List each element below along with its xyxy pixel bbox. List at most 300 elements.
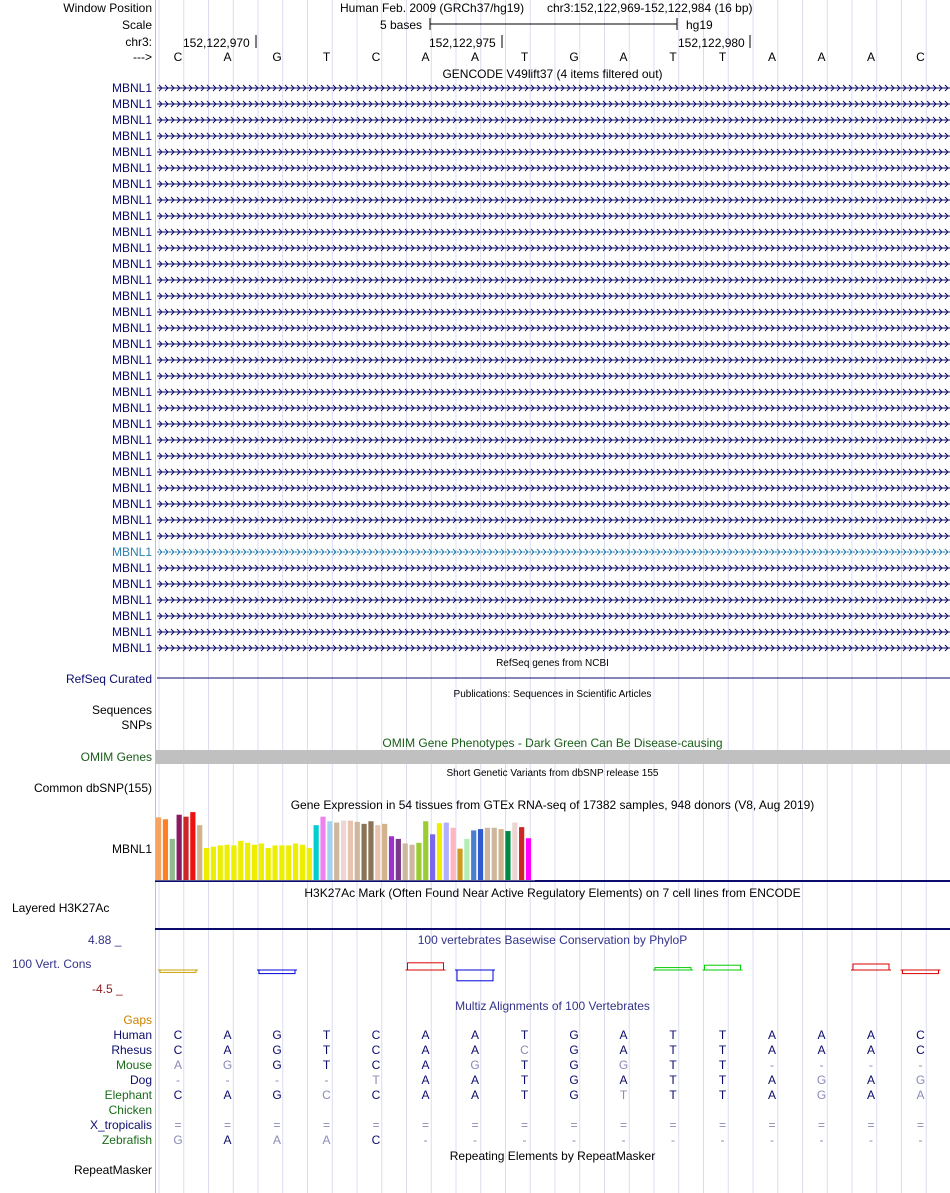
gencode-transcript-line[interactable] bbox=[155, 114, 950, 126]
gtex-tissue-bar bbox=[307, 848, 312, 880]
gencode-transcript-line[interactable] bbox=[155, 434, 950, 446]
species-label[interactable]: Zebrafish bbox=[101, 1133, 152, 1147]
gencode-transcript-label[interactable]: MBNL1 bbox=[111, 593, 152, 607]
reference-base: T bbox=[669, 50, 677, 64]
alignment-base: A bbox=[223, 1043, 232, 1057]
publications-sequences-label[interactable]: Sequences bbox=[91, 703, 152, 717]
gtex-bar-chart[interactable] bbox=[155, 808, 535, 882]
alignment-base: A bbox=[866, 1043, 875, 1057]
alignment-base: - bbox=[324, 1073, 329, 1087]
alignment-base: T bbox=[322, 1058, 331, 1072]
alignment-base: C bbox=[371, 1043, 381, 1057]
alignment-base: A bbox=[916, 1088, 925, 1102]
gtex-tissue-bar bbox=[375, 825, 380, 880]
gencode-transcript-line[interactable] bbox=[155, 194, 950, 206]
alignment-base: C bbox=[173, 1043, 183, 1057]
gencode-transcript-line[interactable] bbox=[155, 466, 950, 478]
gtex-tissue-bar bbox=[238, 841, 243, 880]
gtex-tissue-bar bbox=[512, 823, 517, 880]
gtex-tissue-bar bbox=[231, 845, 236, 880]
gencode-transcript-line[interactable] bbox=[155, 402, 950, 414]
gencode-transcript-line[interactable] bbox=[155, 322, 950, 334]
reference-base: G bbox=[569, 50, 579, 64]
alignment-base: - bbox=[671, 1133, 675, 1147]
alignment-base: - bbox=[176, 1073, 180, 1087]
gencode-transcript-line[interactable] bbox=[155, 290, 950, 302]
publications-track-title[interactable]: Publications: Sequences in Scientific Articles bbox=[453, 689, 652, 700]
alignment-base: = bbox=[273, 1118, 281, 1132]
alignment-base: G bbox=[569, 1073, 579, 1087]
h3k27ac-label[interactable]: Layered H3K27Ac bbox=[12, 901, 110, 915]
gencode-transcript-line[interactable] bbox=[155, 306, 950, 318]
alignment-base: G bbox=[569, 1088, 579, 1102]
gtex-tissue-bar bbox=[355, 822, 360, 880]
alignment-base: G bbox=[222, 1058, 233, 1072]
gtex-tissue-bar bbox=[451, 828, 456, 880]
reference-base: A bbox=[866, 50, 875, 64]
alignment-base: A bbox=[619, 1073, 628, 1087]
alignment-base: A bbox=[866, 1028, 875, 1042]
alignment-base: T bbox=[718, 1088, 727, 1102]
alignment-base: A bbox=[767, 1028, 776, 1042]
alignment-base: A bbox=[470, 1028, 479, 1042]
alignment-base: A bbox=[223, 1028, 232, 1042]
gtex-tissue-bar bbox=[478, 829, 483, 880]
alignment-base: A bbox=[421, 1043, 430, 1057]
phylop-track-title[interactable]: 100 vertebrates Basewise Conservation by PhyloP bbox=[417, 933, 688, 947]
gtex-tissue-bar bbox=[245, 843, 250, 880]
gtex-tissue-bar bbox=[430, 834, 435, 880]
omim-label[interactable]: OMIM Genes bbox=[80, 750, 152, 764]
alignment-base: T bbox=[520, 1088, 529, 1102]
species-label[interactable]: Elephant bbox=[104, 1088, 152, 1102]
gencode-transcript-label[interactable]: MBNL1 bbox=[111, 465, 152, 479]
gtex-tissue-bar bbox=[293, 843, 298, 880]
alignment-base: C bbox=[916, 1028, 925, 1042]
gencode-transcript-label[interactable]: MBNL1 bbox=[111, 257, 152, 271]
alignment-base: T bbox=[322, 1043, 331, 1057]
gtex-tissue-bar bbox=[526, 838, 531, 880]
scale-bar bbox=[430, 18, 677, 30]
alignment-base: T bbox=[718, 1043, 727, 1057]
species-label[interactable]: Mouse bbox=[115, 1058, 152, 1072]
alignment-base: = bbox=[718, 1118, 726, 1132]
alignment-base: = bbox=[916, 1118, 924, 1132]
gtex-tissue-bar bbox=[444, 823, 449, 880]
alignment-base: = bbox=[768, 1118, 776, 1132]
gencode-transcript-label[interactable]: MBNL1 bbox=[111, 513, 152, 527]
alignment-base: - bbox=[918, 1133, 923, 1147]
phylop-score-mark bbox=[259, 970, 295, 974]
phylop-score-mark bbox=[903, 970, 939, 974]
strand-label: ---> bbox=[133, 50, 152, 64]
alignment-base: - bbox=[770, 1058, 774, 1072]
phylop-score-mark bbox=[853, 964, 889, 970]
alignment-base: C bbox=[173, 1088, 183, 1102]
repeatmasker-track-title[interactable]: Repeating Elements by RepeatMasker bbox=[449, 1149, 656, 1163]
gencode-transcript-line[interactable] bbox=[155, 370, 950, 382]
gencode-transcript-label[interactable]: MBNL1 bbox=[111, 449, 152, 463]
gtex-tissue-bar bbox=[499, 829, 504, 880]
alignment-base: C bbox=[916, 1043, 925, 1057]
phylop-graph[interactable] bbox=[155, 948, 950, 992]
gtex-tissue-bar bbox=[368, 821, 373, 880]
alignment-base: A bbox=[767, 1088, 776, 1102]
dbsnp-track-title[interactable]: Short Genetic Variants from dbSNP release 155 bbox=[446, 768, 659, 779]
gtex-tissue-bar bbox=[423, 821, 428, 880]
reference-base: C bbox=[173, 50, 183, 64]
gencode-transcript-label[interactable]: MBNL1 bbox=[111, 529, 152, 543]
alignment-base: G bbox=[272, 1058, 282, 1072]
alignment-base: T bbox=[669, 1088, 677, 1102]
alignment-base: C bbox=[371, 1028, 381, 1042]
alignment-base: G bbox=[173, 1133, 183, 1147]
gencode-transcript-line[interactable] bbox=[155, 626, 950, 638]
alignment-base: G bbox=[272, 1088, 282, 1102]
alignment-base: G bbox=[816, 1073, 827, 1087]
gencode-transcript-label[interactable]: MBNL1 bbox=[111, 401, 152, 415]
alignment-base: G bbox=[569, 1043, 579, 1057]
alignment-base: T bbox=[322, 1028, 331, 1042]
gencode-transcript-line[interactable] bbox=[155, 210, 950, 222]
alignment-base: T bbox=[520, 1058, 529, 1072]
alignment-base: A bbox=[421, 1058, 430, 1072]
db-name: hg19 bbox=[686, 18, 713, 32]
gtex-tissue-bar bbox=[492, 828, 497, 880]
alignment-base: A bbox=[767, 1043, 776, 1057]
gtex-label[interactable]: MBNL1 bbox=[111, 842, 152, 856]
alignment-base: A bbox=[817, 1028, 826, 1042]
gencode-transcript-line[interactable] bbox=[155, 354, 950, 366]
gtex-tissue-bar bbox=[320, 817, 325, 880]
alignment-base: = bbox=[817, 1118, 825, 1132]
alignment-base: A bbox=[421, 1088, 430, 1102]
gencode-transcript-label[interactable]: MBNL1 bbox=[111, 481, 152, 495]
alignment-base: - bbox=[473, 1133, 477, 1147]
gtex-tissue-bar bbox=[457, 849, 462, 880]
scale-text: 5 bases bbox=[380, 18, 423, 32]
alignment-base: - bbox=[819, 1133, 824, 1147]
alignment-base: G bbox=[915, 1073, 926, 1087]
gtex-tissue-bar bbox=[416, 843, 421, 880]
species-label[interactable]: Dog bbox=[129, 1073, 152, 1087]
gencode-transcript-label[interactable]: MBNL1 bbox=[111, 241, 152, 255]
position-readout[interactable]: chr3:152,122,969-152,122,984 (16 bp) bbox=[547, 1, 753, 15]
species-label[interactable]: X_tropicalis bbox=[89, 1118, 152, 1132]
gtex-tissue-bar bbox=[519, 827, 524, 880]
gencode-transcript-label[interactable]: MBNL1 bbox=[111, 81, 152, 95]
alignment-base: - bbox=[621, 1133, 626, 1147]
phylop-min-label: -4.5 _ bbox=[92, 982, 123, 996]
gtex-tissue-bar bbox=[272, 845, 277, 880]
chrom-label: chr3: bbox=[125, 35, 152, 49]
alignment-base: G bbox=[569, 1028, 579, 1042]
gtex-tissue-bar bbox=[485, 828, 490, 880]
alignment-base: T bbox=[669, 1043, 677, 1057]
gtex-track-title[interactable]: Gene Expression in 54 tissues from GTEx RNA-seq of 17382 samples, 948 donors (V8, Aug 2019) bbox=[290, 798, 815, 812]
phylop-max-label: 4.88 _ bbox=[88, 933, 122, 947]
alignment-base: - bbox=[918, 1058, 923, 1072]
gencode-transcript-label[interactable]: MBNL1 bbox=[111, 129, 152, 143]
alignment-base: A bbox=[470, 1043, 479, 1057]
refseq-track-title[interactable]: RefSeq genes from NCBI bbox=[496, 658, 609, 669]
gtex-tissue-bar bbox=[314, 825, 319, 880]
reference-base: T bbox=[322, 50, 331, 64]
multiz-track-title[interactable]: Multiz Alignments of 100 Vertebrates bbox=[455, 999, 650, 1013]
alignment-base: A bbox=[767, 1073, 776, 1087]
gencode-transcript-line[interactable] bbox=[155, 242, 950, 254]
alignment-base: = bbox=[570, 1118, 578, 1132]
tick-label: 152,122,975 bbox=[429, 36, 496, 50]
alignment-base: G bbox=[569, 1058, 579, 1072]
alignment-base: A bbox=[322, 1133, 331, 1147]
gtex-tissue-bar bbox=[259, 843, 264, 880]
gencode-transcript-line[interactable] bbox=[155, 98, 950, 110]
alignment-base: A bbox=[421, 1028, 430, 1042]
gencode-transcript-label[interactable]: MBNL1 bbox=[111, 305, 152, 319]
alignment-base: = bbox=[669, 1118, 677, 1132]
gencode-transcript-line[interactable] bbox=[155, 498, 950, 510]
gencode-transcript-label[interactable]: MBNL1 bbox=[111, 289, 152, 303]
gencode-transcript-line[interactable] bbox=[155, 162, 950, 174]
gencode-transcript-label[interactable]: MBNL1 bbox=[111, 433, 152, 447]
gtex-tissue-bar bbox=[204, 848, 209, 880]
gencode-transcript-label[interactable]: MBNL1 bbox=[111, 209, 152, 223]
alignment-base: - bbox=[720, 1133, 725, 1147]
publications-snps-label[interactable]: SNPs bbox=[121, 718, 152, 732]
gtex-tissue-bar bbox=[471, 830, 476, 880]
alignment-base: = bbox=[372, 1118, 380, 1132]
reference-base: A bbox=[619, 50, 628, 64]
gtex-tissue-bar bbox=[403, 843, 408, 880]
alignment-base: C bbox=[173, 1028, 183, 1042]
alignment-base: - bbox=[770, 1133, 774, 1147]
alignment-base: T bbox=[669, 1073, 677, 1087]
tick-label: 152,122,980 bbox=[678, 36, 745, 50]
assembly-title[interactable]: Human Feb. 2009 (GRCh37/hg19) bbox=[340, 1, 525, 15]
gtex-tissue-bar bbox=[266, 848, 271, 880]
gtex-tissue-bar bbox=[286, 845, 291, 880]
alignment-base: - bbox=[275, 1073, 279, 1087]
alignment-base: A bbox=[817, 1043, 826, 1057]
gencode-transcript-label[interactable]: MBNL1 bbox=[111, 625, 152, 639]
gencode-transcript-label[interactable]: MBNL1 bbox=[111, 225, 152, 239]
alignment-base: C bbox=[322, 1088, 331, 1102]
gtex-tissue-bar bbox=[190, 812, 195, 880]
gencode-transcript-line[interactable] bbox=[155, 418, 950, 430]
gtex-tissue-bar bbox=[183, 817, 188, 880]
gencode-transcript-label[interactable]: MBNL1 bbox=[111, 497, 152, 511]
gtex-tissue-bar bbox=[300, 845, 305, 880]
alignment-base: T bbox=[718, 1073, 727, 1087]
alignment-base: = bbox=[174, 1118, 182, 1132]
gtex-tissue-bar bbox=[396, 839, 401, 880]
alignment-base: T bbox=[669, 1058, 677, 1072]
alignment-base: A bbox=[619, 1028, 628, 1042]
reference-base: C bbox=[916, 50, 925, 64]
reference-base: C bbox=[371, 50, 381, 64]
gencode-transcript-line[interactable] bbox=[155, 178, 950, 190]
gencode-transcript-label[interactable]: MBNL1 bbox=[111, 609, 152, 623]
gencode-transcript-line[interactable] bbox=[155, 146, 950, 158]
phylop-label[interactable]: 100 Vert. Cons bbox=[12, 957, 92, 971]
alignment-base: - bbox=[225, 1073, 230, 1087]
gencode-transcript-line[interactable] bbox=[155, 642, 950, 654]
gtex-tissue-bar bbox=[177, 815, 182, 880]
alignment-base: T bbox=[372, 1073, 380, 1087]
reference-base: A bbox=[817, 50, 826, 64]
alignment-base: = bbox=[520, 1118, 528, 1132]
alignment-base: A bbox=[223, 1133, 232, 1147]
alignment-base: A bbox=[619, 1043, 628, 1057]
gtex-tissue-bar bbox=[252, 845, 257, 880]
gencode-transcript-label[interactable]: MBNL1 bbox=[111, 369, 152, 383]
alignment-base: T bbox=[520, 1073, 529, 1087]
alignment-base: C bbox=[371, 1058, 381, 1072]
alignment-base: A bbox=[223, 1088, 232, 1102]
gtex-tissue-bar bbox=[279, 845, 284, 880]
gtex-tissue-bar bbox=[505, 831, 510, 880]
alignment-base: = bbox=[322, 1118, 330, 1132]
gencode-transcript-label[interactable]: MBNL1 bbox=[111, 177, 152, 191]
reference-base: G bbox=[272, 50, 282, 64]
alignment-base: - bbox=[572, 1133, 576, 1147]
gtex-tissue-bar bbox=[218, 845, 223, 880]
species-label[interactable]: Chicken bbox=[108, 1103, 152, 1117]
gencode-transcript-label[interactable]: MBNL1 bbox=[111, 161, 152, 175]
alignment-base: G bbox=[272, 1043, 282, 1057]
gencode-transcript-line[interactable] bbox=[155, 130, 950, 142]
alignment-base: G bbox=[272, 1028, 282, 1042]
gencode-transcript-line[interactable] bbox=[155, 530, 950, 542]
gencode-transcript-label[interactable]: MBNL1 bbox=[111, 385, 152, 399]
alignment-base: = bbox=[867, 1118, 875, 1132]
gencode-transcript-line[interactable] bbox=[155, 226, 950, 238]
gencode-transcript-label[interactable]: MBNL1 bbox=[111, 641, 152, 655]
gencode-transcript-label[interactable]: MBNL1 bbox=[111, 353, 152, 367]
alignment-base: T bbox=[619, 1088, 628, 1102]
alignment-base: A bbox=[866, 1073, 875, 1087]
gencode-transcript-line[interactable] bbox=[155, 338, 950, 350]
gencode-transcript-label[interactable]: MBNL1 bbox=[111, 577, 152, 591]
phylop-score-mark bbox=[457, 970, 493, 981]
gaps-label: Gaps bbox=[123, 1013, 152, 1027]
gencode-transcript-label[interactable]: MBNL1 bbox=[111, 321, 152, 335]
gtex-tissue-bar bbox=[211, 847, 216, 880]
reference-base: A bbox=[421, 50, 430, 64]
alignment-base: A bbox=[272, 1133, 281, 1147]
alignment-base: A bbox=[866, 1088, 875, 1102]
gencode-transcript-line[interactable] bbox=[155, 258, 950, 270]
alignment-base: T bbox=[718, 1028, 727, 1042]
gencode-transcript-line[interactable] bbox=[155, 274, 950, 286]
reference-base: T bbox=[718, 50, 727, 64]
gencode-transcript-line[interactable] bbox=[155, 514, 950, 526]
gtex-tissue-bar bbox=[163, 819, 168, 880]
alignment-base: - bbox=[869, 1058, 873, 1072]
gtex-tissue-bar bbox=[156, 817, 161, 880]
gtex-tissue-bar bbox=[225, 845, 230, 880]
alignment-base: C bbox=[371, 1133, 381, 1147]
gtex-tissue-bar bbox=[437, 823, 442, 880]
repeatmasker-label[interactable]: RepeatMasker bbox=[73, 1163, 152, 1177]
alignment-base: = bbox=[471, 1118, 479, 1132]
alignment-base: C bbox=[371, 1088, 381, 1102]
alignment-base: A bbox=[470, 1088, 479, 1102]
gencode-transcript-label[interactable]: MBNL1 bbox=[111, 561, 152, 575]
alignment-base: G bbox=[618, 1058, 629, 1072]
gtex-tissue-bar bbox=[409, 845, 414, 880]
alignment-base: C bbox=[520, 1043, 529, 1057]
reference-base: A bbox=[223, 50, 232, 64]
gtex-tissue-bar bbox=[341, 821, 346, 880]
gtex-tissue-bar bbox=[362, 824, 367, 880]
alignment-base: T bbox=[718, 1058, 727, 1072]
refseq-label[interactable]: RefSeq Curated bbox=[65, 672, 152, 686]
gtex-tissue-bar bbox=[197, 825, 202, 880]
phylop-score-mark bbox=[705, 965, 741, 970]
gtex-tissue-bar bbox=[327, 821, 332, 880]
gtex-tissue-bar bbox=[334, 823, 339, 880]
gencode-transcript-label[interactable]: MBNL1 bbox=[111, 145, 152, 159]
gtex-tissue-bar bbox=[170, 839, 175, 880]
alignment-base: - bbox=[819, 1058, 824, 1072]
alignment-base: G bbox=[470, 1058, 480, 1072]
gencode-transcript-line[interactable] bbox=[155, 450, 950, 462]
gencode-transcript-line[interactable] bbox=[155, 594, 950, 606]
alignment-base: A bbox=[173, 1058, 182, 1072]
gencode-transcript-line[interactable] bbox=[155, 578, 950, 590]
species-label[interactable]: Rhesus bbox=[111, 1043, 152, 1057]
gencode-transcript-label[interactable]: MBNL1 bbox=[111, 193, 152, 207]
alignment-base: A bbox=[421, 1073, 430, 1087]
gencode-transcript-label[interactable]: MBNL1 bbox=[111, 545, 152, 559]
alignment-base: = bbox=[223, 1118, 231, 1132]
alignment-base: - bbox=[423, 1133, 428, 1147]
h3k27ac-track-title[interactable]: H3K27Ac Mark (Often Found Near Active Regulatory Elements) on 7 cell lines from ENCODE bbox=[304, 886, 801, 900]
gencode-track-title[interactable]: GENCODE V49lift37 (4 items filtered out) bbox=[442, 67, 663, 81]
gencode-transcript-line[interactable] bbox=[155, 610, 950, 622]
alignment-base: - bbox=[869, 1133, 873, 1147]
gtex-tissue-bar bbox=[389, 836, 394, 880]
alignment-base: - bbox=[522, 1133, 527, 1147]
alignment-base: A bbox=[470, 1073, 479, 1087]
gencode-transcript-line[interactable] bbox=[155, 546, 950, 558]
gencode-transcript-line[interactable] bbox=[155, 386, 950, 398]
gencode-transcript-label[interactable]: MBNL1 bbox=[111, 273, 152, 287]
gencode-transcript-line[interactable] bbox=[155, 82, 950, 94]
alignment-base: = bbox=[619, 1118, 627, 1132]
tick-label: 152,122,970 bbox=[183, 36, 250, 50]
alignment-base: G bbox=[816, 1088, 827, 1102]
gencode-transcript-label[interactable]: MBNL1 bbox=[111, 113, 152, 127]
alignment-base: T bbox=[520, 1028, 529, 1042]
gencode-transcript-line[interactable] bbox=[155, 482, 950, 494]
omim-feature-bar[interactable] bbox=[156, 750, 950, 764]
omim-track-title[interactable]: OMIM Gene Phenotypes - Dark Green Can Be Disease-causing bbox=[382, 736, 723, 750]
window-position-label: Window Position bbox=[63, 1, 152, 15]
reference-base: A bbox=[767, 50, 776, 64]
gencode-transcript-label[interactable]: MBNL1 bbox=[111, 417, 152, 431]
gtex-tissue-bar bbox=[464, 839, 469, 880]
gencode-transcript-label[interactable]: MBNL1 bbox=[111, 97, 152, 111]
alignment-base: = bbox=[421, 1118, 429, 1132]
gencode-transcript-line[interactable] bbox=[155, 562, 950, 574]
dbsnp-label[interactable]: Common dbSNP(155) bbox=[33, 781, 152, 795]
gtex-tissue-bar bbox=[382, 824, 387, 880]
species-label[interactable]: Human bbox=[113, 1028, 152, 1042]
gencode-transcript-label[interactable]: MBNL1 bbox=[111, 337, 152, 351]
